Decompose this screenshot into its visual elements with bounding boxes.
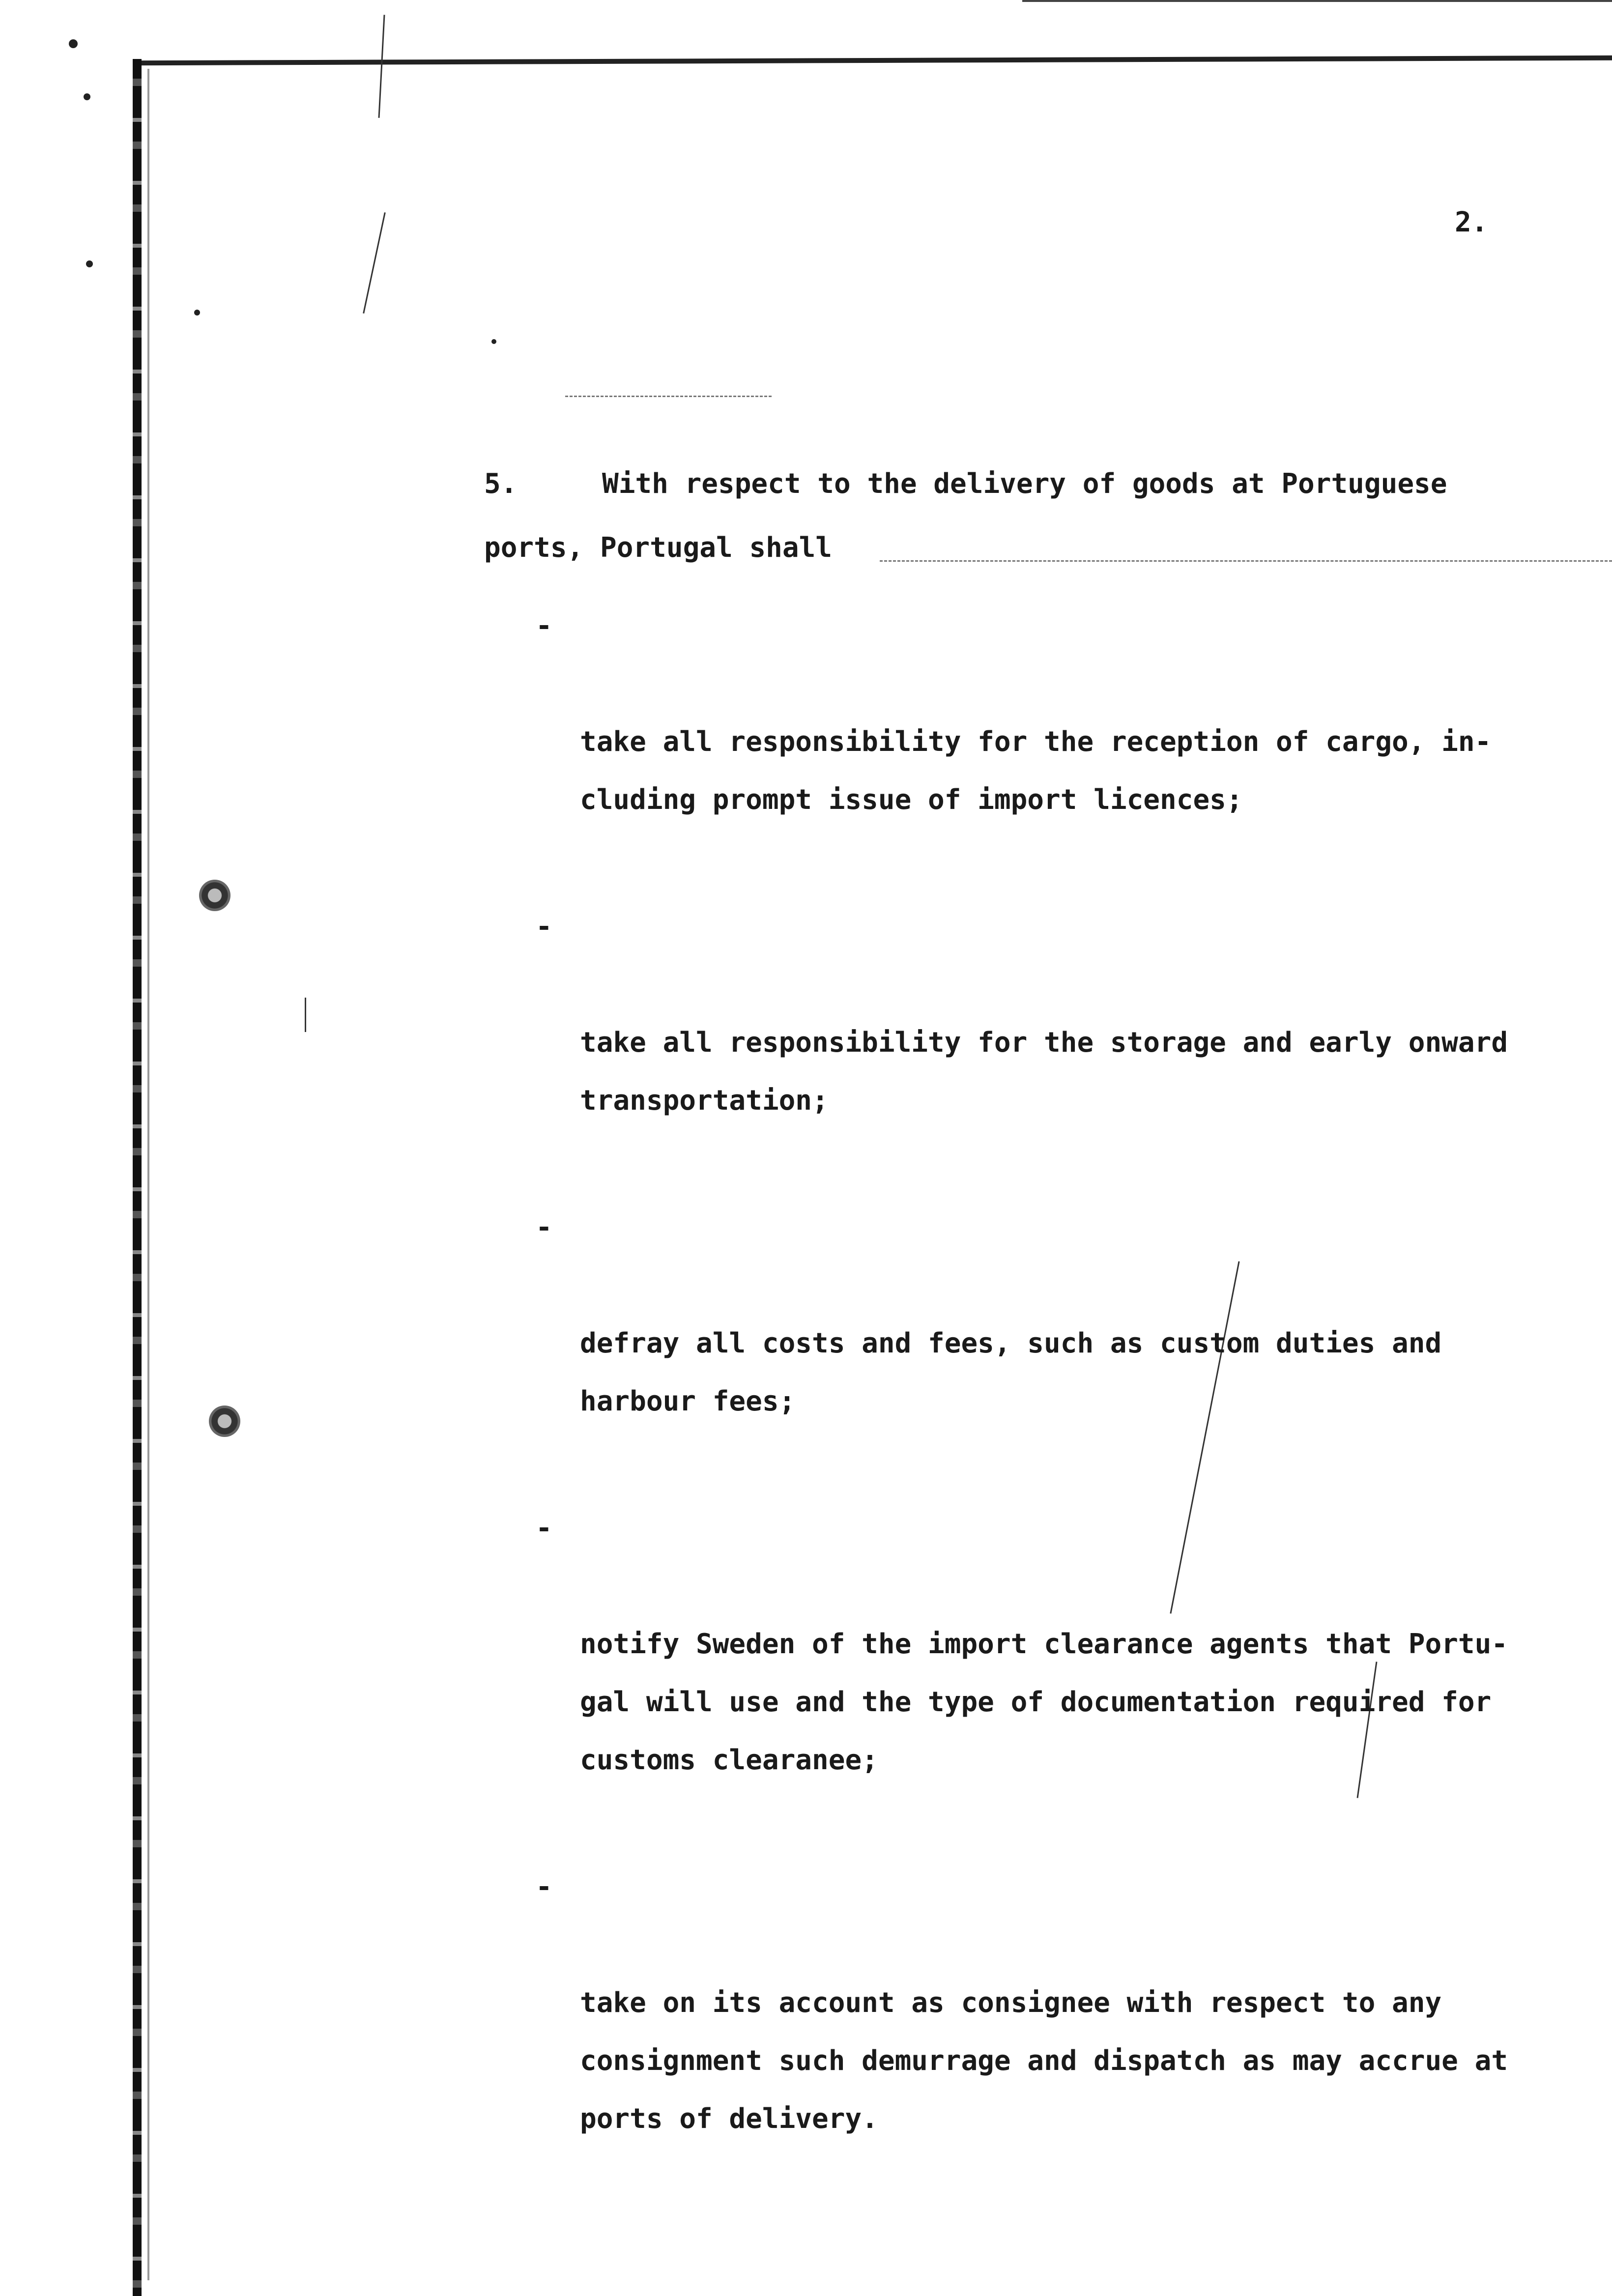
list-item-text: notify Sweden of the import clearance agents that Portu- gal will use and the type of documentation required for customs clearanee;: [580, 1628, 1508, 1776]
list-item: [536, 1499, 1592, 1847]
scan-speck: [69, 39, 78, 48]
list-item-text: defray all costs and fees, such as custom duties and harbour fees;: [580, 1327, 1442, 1417]
list-item-text: take all responsibility for the storage and early onward transportation;: [580, 1027, 1508, 1117]
obligations-list: [536, 597, 1592, 2217]
section-5-intro: [484, 452, 1612, 580]
intro-line-2: ports, Portugal shall: [484, 532, 833, 564]
scan-speck: [194, 310, 200, 316]
scan-dash: [565, 396, 772, 397]
punch-hole-lower: [209, 1406, 240, 1437]
scan-mark: [363, 212, 386, 314]
section-number: 5.: [484, 468, 518, 500]
scan-mark: [378, 15, 385, 118]
punch-hole-upper: [199, 880, 230, 911]
intro-line-1: With respect to the delivery of goods at Portuguese: [602, 468, 1447, 500]
scan-speck: [84, 93, 90, 100]
bullet-dash: -: [536, 1211, 552, 1243]
scan-speck: [86, 260, 93, 267]
bullet-dash: -: [536, 911, 552, 943]
bullet-dash: -: [536, 1512, 552, 1544]
page-top-edge-shadow: [1022, 0, 1612, 2]
page-left-edge-shadow: [147, 69, 149, 2280]
bullet-dash: -: [536, 610, 552, 642]
list-item: [536, 898, 1592, 1188]
list-item-text: take all responsibility for the reception of cargo, in- cluding prompt issue of import licences;: [580, 726, 1492, 816]
page-left-edge: [133, 59, 142, 2296]
list-item: [536, 1858, 1592, 2206]
page-top-edge: [133, 56, 1612, 66]
scan-mark: [305, 998, 306, 1032]
list-item: [536, 597, 1592, 887]
list-item: [536, 1199, 1592, 1489]
bullet-dash: -: [536, 1871, 552, 1903]
scan-speck: [491, 339, 496, 344]
page-number: 2.: [1455, 206, 1488, 238]
list-item-text: take on its account as consignee with respect to any consignment such demurrage and dispatch as may accrue at ports of delivery.: [580, 1987, 1508, 2135]
